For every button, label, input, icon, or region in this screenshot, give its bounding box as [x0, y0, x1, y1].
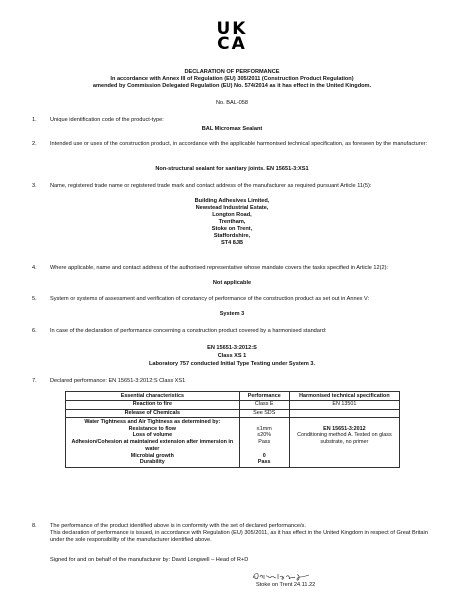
group-item: Resistance to flow — [128, 425, 176, 432]
group-item: Durability — [139, 459, 165, 466]
declared-performance: Declared performance: EN 15651-3:2012:S Class XS1 — [50, 378, 186, 384]
item-5-text: System or systems of assessment and verification of constancy of performance of the construction product as set out in Annex V: — [50, 296, 370, 302]
address-line: Trentham, — [218, 218, 246, 225]
group-value: 0 — [262, 452, 266, 459]
amendment-line: amended by Commission Delegated Regulation (EU) No. 574/2014 as it has effect in the United Kingdom. — [92, 83, 372, 89]
item-6-number: 6. — [32, 328, 37, 334]
ukca-logo — [210, 19, 254, 54]
item-3-text: Name, registered trade name or registered trade mark and contact address of the manufacturer as required pursuant Article 11(5): — [50, 183, 372, 189]
group-item: Microbial growth — [130, 452, 174, 459]
manufacturer-address — [150, 198, 314, 247]
item-7-number: 7. — [32, 378, 37, 384]
group-value: ≤1mm — [256, 425, 272, 432]
group-item: Adhesion/Cohesion at maintained extension after immersion in water — [71, 439, 234, 452]
table-group-row — [66, 418, 400, 467]
group-spec-title: EN 15651-3:2012 — [323, 425, 366, 432]
conformity-statement: The performance of the product identified above is in conformity with the set of declared performance/s. — [50, 523, 306, 529]
group-item: Loss of volume — [132, 432, 173, 439]
item-3-number: 3. — [32, 183, 37, 189]
characteristic-cell: Reaction to fire — [66, 400, 240, 409]
performance-cell: Class E — [239, 400, 289, 409]
group-value: Pass — [257, 459, 271, 466]
table-row — [66, 409, 400, 418]
table-row — [66, 400, 400, 409]
avcp-system: System 3 — [219, 311, 245, 317]
product-name: BAL Micromax Sealant — [201, 126, 263, 132]
item-2-text: Intended use or uses of the construction product, in accordance with the applicable harmonised technical specification, as foreseen by the manufacturer: — [50, 141, 428, 147]
item-4-number: 4. — [32, 265, 37, 271]
item-2-number: 2. — [32, 141, 37, 147]
place-and-date: Stoke on Trent 24.11.22 — [256, 582, 316, 588]
address-line: Staffordshire, — [213, 232, 251, 239]
class-line: Class XS 1 — [217, 353, 247, 359]
spec-cell — [289, 409, 399, 418]
characteristic-cell: Release of Chemicals — [66, 409, 240, 418]
standard-line: EN 15651-3:2012:S — [207, 345, 257, 351]
ukca-logo-line2: CA — [217, 34, 247, 54]
address-line: Newstead Industrial Estate, — [195, 204, 269, 211]
group-spec — [289, 418, 399, 467]
performance-table — [65, 391, 400, 468]
group-title: Water Tightness and Air Tightness as determined by: — [84, 418, 221, 425]
laboratory-line: Laboratory 757 conducted Initial Type Testing under System 3. — [148, 361, 316, 367]
signed-by: Signed for and on behalf of the manufacturer by: David Longwell – Head of R+D — [50, 557, 249, 563]
item-8-number: 8. — [32, 523, 37, 529]
authorised-representative: Not applicable — [212, 280, 252, 286]
group-value: ≤20% — [257, 432, 272, 439]
item-4-text: Where applicable, name and contact address of the authorised representative whose mandate covers the tasks specified in Article 12(2): — [50, 265, 388, 271]
item-1-text: Unique identification code of the product-type: — [50, 117, 164, 123]
group-performance — [239, 418, 289, 467]
item-6-text: In case of the declaration of performance concerning a construction product covered by a harmonised standard: — [50, 328, 327, 334]
group-value: Pass — [258, 439, 271, 445]
intended-use: Non-structural sealant for sanitary joints. EN 15651-3:XS1 — [155, 166, 309, 172]
item-1-number: 1. — [32, 117, 37, 123]
group-spec-note: Conditioning method A. Tested on glass substrate, no primer — [297, 432, 392, 445]
document-number: No. BAL-058 — [215, 100, 249, 106]
regulation-line: In accordance with Annex III of Regulation (EU) 305/2011 (Construction Product Regulation) — [110, 76, 354, 82]
document-title: DECLARATION OF PERFORMANCE — [184, 69, 280, 75]
group-characteristics — [66, 418, 240, 467]
table-header: Essential characteristics — [66, 392, 240, 401]
responsibility-statement: This declaration of performance is issued, in accordance with Regulation (EU) 305/2011, as it has effect in the United Kingdom in respect of Great Britain under the sole responsibility of the manufacturer identified above. — [50, 530, 428, 543]
address-line: Stoke on Trent, — [211, 225, 253, 232]
ukca-logo-line1: UK — [216, 19, 248, 39]
address-line: ST4 8JB — [220, 239, 244, 246]
address-line: Longton Road, — [212, 211, 252, 218]
table-header: Performance — [239, 392, 289, 401]
table-header: Harmonised technical specification — [289, 392, 399, 401]
address-line: Building Adhesives Limited, — [194, 198, 270, 204]
item-5-number: 5. — [32, 296, 37, 302]
performance-cell: See SDS — [239, 409, 289, 418]
spec-cell: EN 13501 — [289, 400, 399, 409]
table-header-row — [66, 392, 400, 401]
signature-image — [251, 571, 311, 581]
